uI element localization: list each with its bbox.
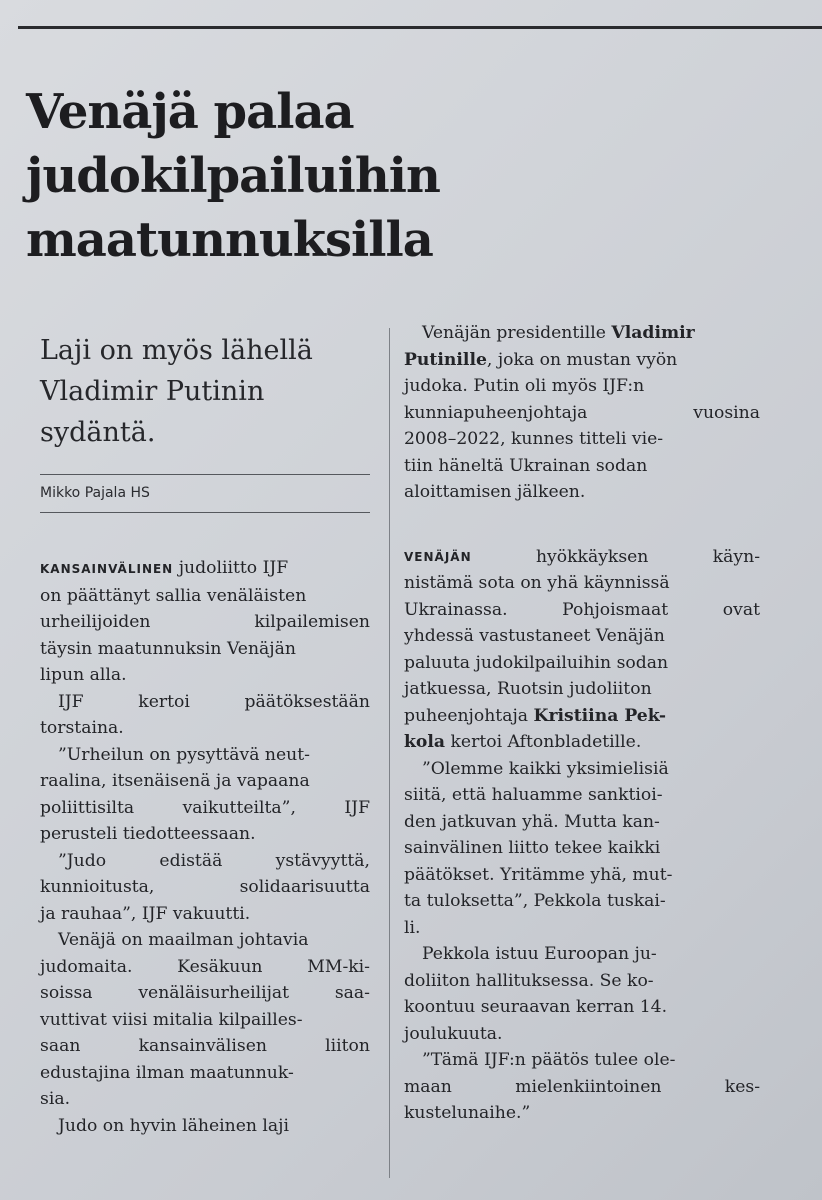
- paragraph: [404, 941, 760, 1047]
- text-segment: maan: [404, 1076, 452, 1097]
- text-line: [40, 874, 370, 901]
- paragraph: [40, 927, 370, 1113]
- text-line: raalina, itsenäisenä ja vapaana: [40, 771, 310, 791]
- paragraph: [404, 1047, 760, 1127]
- text-line: vuttivat viisi mitalia kilpailles-: [40, 1009, 303, 1030]
- text-line: [404, 597, 760, 624]
- text-segment: kunnioitusta,: [40, 877, 155, 897]
- text-segment: ”Judo: [58, 850, 107, 871]
- text-segment: kansainvälisen: [138, 1036, 267, 1056]
- text-segment: mielenkiintoinen: [515, 1076, 662, 1097]
- text-line: [40, 848, 370, 875]
- subhead-line: Laji on myös lähellä: [40, 335, 313, 366]
- paragraph: [40, 555, 370, 689]
- text-line: [40, 795, 370, 822]
- text-line: Venäjä on maailman johtavia: [58, 930, 309, 950]
- bold-name: Vladimir: [611, 323, 695, 343]
- text-line: sia.: [40, 1089, 71, 1109]
- text-line: siitä, että haluamme sanktioi-: [404, 785, 663, 805]
- text-line: nistämä sota on yhä käynnissä: [404, 573, 670, 593]
- column-divider: [389, 328, 390, 1178]
- text-line: jatkuessa, Ruotsin judoliiton: [404, 679, 652, 699]
- text-line: ”Olemme kaikki yksimielisiä: [422, 758, 669, 779]
- text-segment: vaikutteilta”,: [182, 797, 296, 818]
- text-line: [40, 689, 370, 716]
- text-line: 2008–2022, kunnes titteli vie-: [404, 429, 664, 449]
- text-segment: Kesäkuun: [177, 956, 263, 977]
- text-line: kustelunaihe.”: [404, 1103, 531, 1123]
- text-segment: IJF: [58, 691, 84, 712]
- subheadline: [40, 330, 370, 453]
- text-line: ta tuloksetta”, Pekkola tuskai-: [404, 891, 666, 911]
- text-segment: ovat: [722, 599, 760, 620]
- headline-line: judokilpailuihin: [26, 148, 440, 204]
- bold-name: Kristiina Pek-: [533, 705, 667, 726]
- text-segment: venäläisurheilijat: [138, 983, 290, 1003]
- text-segment: saan: [40, 1036, 81, 1056]
- text-segment: kunniapuheenjohtaja: [404, 402, 588, 423]
- text-line: ja rauhaa”, IJF vakuutti.: [40, 903, 251, 924]
- text-segment: liiton: [325, 1036, 370, 1056]
- bold-name: Putinille: [404, 349, 487, 370]
- text-line: täysin maatunnuksin Venäjän: [40, 638, 296, 659]
- left-body: [40, 555, 370, 1139]
- text-line: [404, 703, 760, 730]
- text-line: [40, 1033, 370, 1060]
- text-line: aloittamisen jälkeen.: [404, 482, 586, 502]
- subhead-line: Vladimir Putinin: [40, 376, 265, 407]
- text-segment: urheilijoiden: [40, 612, 151, 632]
- text-segment: Ukrainassa.: [404, 599, 508, 620]
- text-line: joulukuuta.: [404, 1023, 503, 1044]
- right-column: [404, 320, 760, 1127]
- paragraph: [40, 848, 370, 928]
- text-line: [40, 954, 370, 981]
- text-line: päätökset. Yritämme yhä, mut-: [404, 864, 673, 885]
- subhead-line: sydäntä.: [40, 417, 156, 448]
- text-line: on päättänyt sallia venäläisten: [40, 585, 307, 606]
- text-segment: kertoi Aftonbladetille.: [445, 732, 642, 752]
- text-segment: Venäjän presidentille: [422, 323, 612, 343]
- text-line: edustajina ilman maatunnuk-: [40, 1062, 294, 1083]
- text-line: paluuta judokilpailuihin sodan: [404, 652, 669, 673]
- text-segment: poliittisilta: [40, 797, 135, 818]
- text-line: judoka. Putin oli myös IJF:n: [404, 376, 645, 396]
- text-line: [40, 609, 370, 636]
- text-segment: puheenjohtaja: [404, 705, 534, 726]
- kicker: VENÄJÄN: [404, 549, 472, 564]
- kicker: KANSAINVÄLINEN: [40, 562, 174, 576]
- text-line: [404, 1074, 760, 1101]
- top-rule: [18, 26, 822, 29]
- text-line: perusteli tiedotteessaan.: [40, 824, 256, 844]
- text-segment: kertoi: [138, 691, 190, 712]
- bold-name: kola: [404, 732, 446, 752]
- paragraph: [404, 320, 760, 506]
- text-segment: ystävyyttä,: [275, 850, 370, 871]
- text-line: sainvälinen liitto tekee kaikki: [404, 838, 661, 858]
- text-line: koontuu seuraavan kerran 14.: [404, 997, 668, 1017]
- text-line: torstaina.: [40, 718, 124, 738]
- text-segment: hyökkäyksen: [535, 546, 649, 567]
- text-line: yhdessä vastustaneet Venäjän: [404, 626, 665, 646]
- text-line: tiin häneltä Ukrainan sodan: [404, 455, 648, 476]
- text-segment: MM-ki-: [307, 956, 370, 977]
- text-line: [404, 729, 760, 756]
- right-body: [404, 320, 760, 1127]
- headline-line: maatunnuksilla: [26, 212, 433, 268]
- text-line: lipun alla.: [40, 665, 127, 685]
- text-line: [404, 400, 760, 427]
- text-segment: kilpailemisen: [254, 612, 370, 632]
- headline-line: Venäjä palaa: [26, 84, 354, 140]
- text-segment: edistää: [159, 850, 223, 871]
- text-segment: judomaita.: [40, 956, 133, 977]
- text-line: [404, 544, 760, 571]
- text-line: [404, 320, 760, 347]
- text-segment: Pohjoismaat: [562, 599, 669, 620]
- left-column: [40, 330, 370, 1139]
- text-segment: judoliitto IJF: [178, 558, 289, 578]
- text-segment: saa-: [334, 983, 370, 1003]
- text-segment: solidaarisuutta: [239, 877, 370, 897]
- paragraph: [40, 689, 370, 742]
- text-line: den jatkuvan yhä. Mutta kan-: [404, 811, 660, 832]
- text-line: ”Tämä IJF:n päätös tulee ole-: [422, 1050, 676, 1070]
- text-segment: soissa: [40, 983, 93, 1003]
- paragraph: [404, 544, 760, 756]
- text-segment: kes-: [724, 1076, 760, 1097]
- text-segment: IJF: [344, 797, 370, 818]
- text-line: Pekkola istuu Euroopan ju-: [422, 944, 657, 964]
- text-line: [40, 980, 370, 1007]
- text-segment: käyn-: [712, 546, 760, 567]
- text-segment: vuosina: [693, 402, 760, 423]
- byline: Mikko Pajala HS: [40, 485, 150, 501]
- paragraph: [40, 742, 370, 848]
- text-line: [404, 347, 760, 374]
- byline-rule-bottom: [40, 512, 370, 513]
- headline: [26, 80, 666, 272]
- text-line: ”Urheilun on pysyttävä neut-: [58, 744, 310, 765]
- text-line: Judo on hyvin läheinen laji: [58, 1115, 289, 1136]
- paragraph: [40, 1113, 370, 1140]
- byline-rule-top: [40, 474, 370, 475]
- paragraph: [404, 756, 760, 942]
- text-line: doliiton hallituksessa. Se ko-: [404, 970, 654, 991]
- text-segment: , joka on mustan vyön: [486, 349, 678, 370]
- text-line: li.: [404, 917, 421, 938]
- text-line: [40, 555, 370, 583]
- text-segment: päätöksestään: [244, 691, 370, 712]
